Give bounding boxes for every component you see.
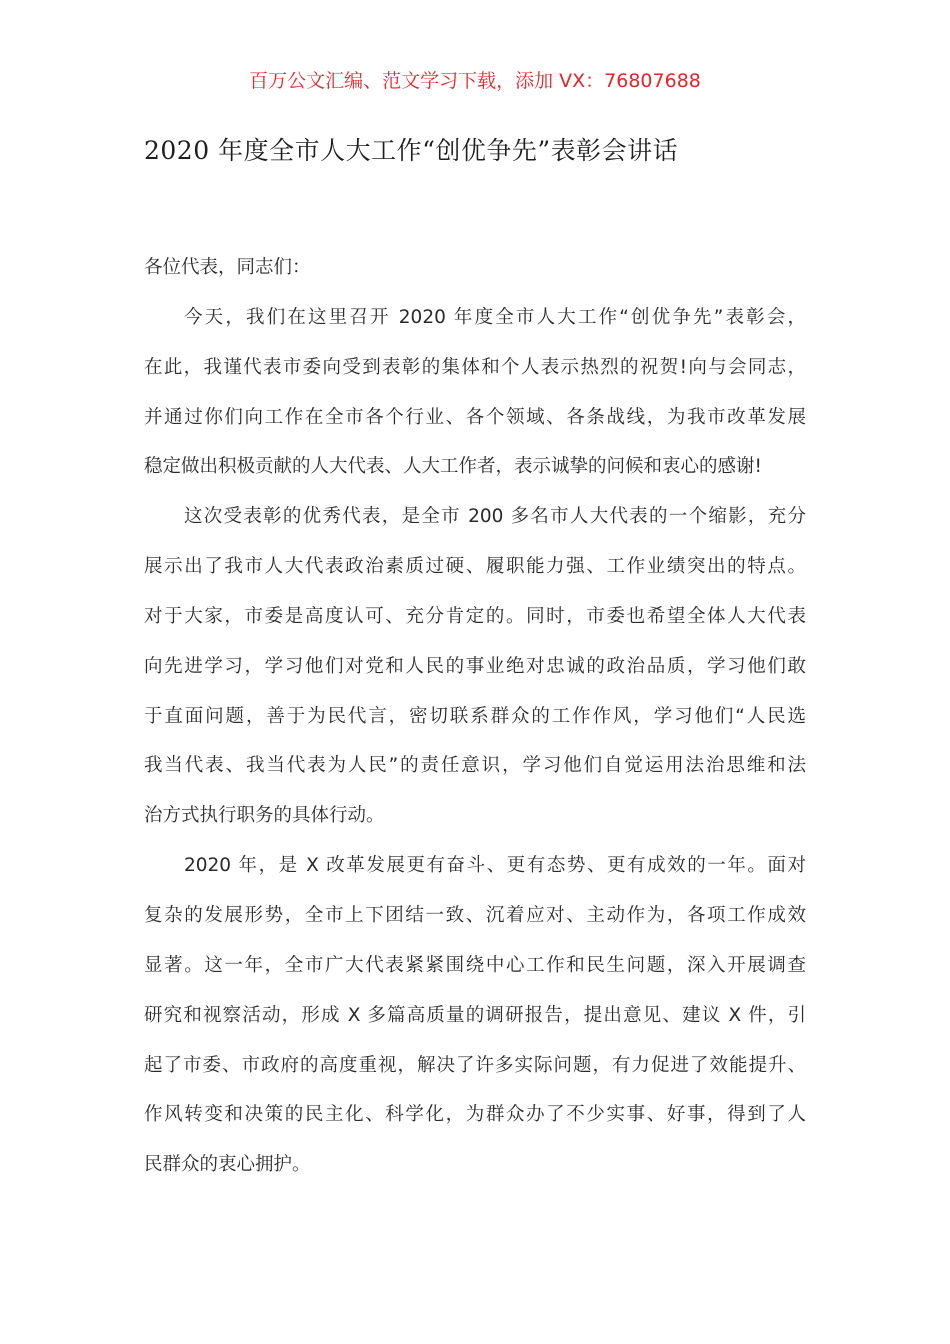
- paragraph-line: 展示出了我市人大代表政治素质过硬、履职能力强、工作业绩突出的特点。: [144, 556, 806, 578]
- document-title: 2020 年度全市人大工作“创优争先”表彰会讲话: [144, 136, 679, 165]
- paragraph-line: 并通过你们向工作在全市各个行业、各个领域、各条战线，为我市改革发展: [144, 406, 806, 428]
- promo-header: 百万公文汇编、范文学习下载，添加 VX：76807688: [249, 70, 701, 92]
- paragraph-line: 起了市委、市政府的高度重视，解决了许多实际问题，有力促进了效能提升、: [144, 1054, 806, 1076]
- paragraph-line: 研究和视察活动，形成 X 多篇高质量的调研报告，提出意见、建议 X 件，引: [144, 1004, 806, 1026]
- paragraph-line: 显著。这一年，全市广大代表紧紧围绕中心工作和民生问题，深入开展调查: [144, 954, 806, 976]
- paragraph: [144, 492, 806, 841]
- paragraph-line: 复杂的发展形势，全市上下团结一致、沉着应对、主动作为，各项工作成效: [144, 904, 806, 926]
- paragraph-line: 民群众的衷心拥护。: [144, 1154, 311, 1176]
- paragraph-line: 今天，我们在这里召开 2020 年度全市人大工作“创优争先”表彰会，: [184, 306, 806, 328]
- document-body: [144, 243, 806, 1190]
- paragraph-line: 2020 年，是 X 改革发展更有奋斗、更有态势、更有成效的一年。面对: [184, 855, 806, 877]
- greeting: 各位代表，同志们：: [144, 257, 311, 278]
- paragraph-line: 向先进学习，学习他们对党和人民的事业绝对忠诚的政治品质，学习他们敢: [144, 655, 806, 677]
- paragraph-line: 对于大家，市委是高度认可、充分肯定的。同时，市委也希望全体人大代表: [144, 605, 806, 627]
- paragraph-line: 于直面问题，善于为民代言，密切联系群众的工作作风，学习他们“人民选: [144, 705, 806, 727]
- paragraph-line: 作风转变和决策的民主化、科学化，为群众办了不少实事、好事，得到了人: [144, 1104, 806, 1126]
- paragraph-line: 我当代表、我当代表为人民”的责任意识，学习他们自觉运用法治思维和法: [144, 755, 806, 777]
- paragraph-line: 稳定做出积极贡献的人大代表、人大工作者，表示诚挚的问候和衷心的感谢!: [144, 456, 762, 478]
- paragraph: [144, 841, 806, 1190]
- paragraph-line: 在此，我谨代表市委向受到表彰的集体和个人表示热烈的祝贺!向与会同志，: [144, 356, 806, 378]
- paragraph-line: 这次受表彰的优秀代表，是全市 200 多名市人大代表的一个缩影，充分: [184, 506, 806, 528]
- paragraph: [144, 293, 806, 492]
- paragraph-line: 治方式执行职务的具体行动。: [144, 805, 385, 827]
